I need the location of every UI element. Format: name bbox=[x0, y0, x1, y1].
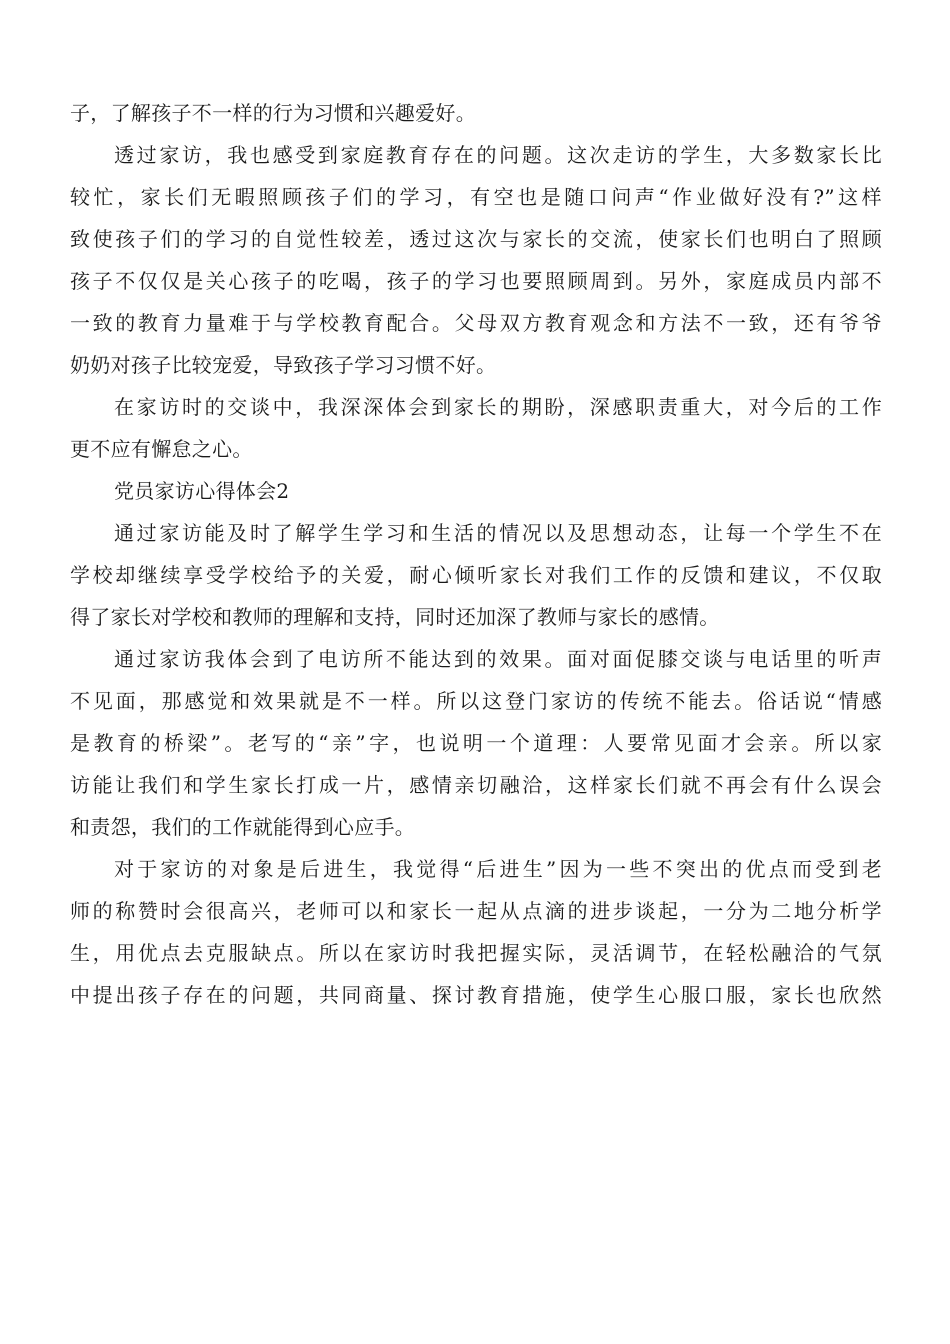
text-line: 较忙，家长们无暇照顾孩子们的学习，有空也是随口问声“作业做好没有?”这样 bbox=[70, 185, 882, 209]
text-line: 师的称赞时会很高兴，老师可以和家长一起从点滴的进步谈起，一分为二地分析学 bbox=[70, 899, 882, 923]
text-line: 致使孩子们的学习的自觉性较差，透过这次与家长的交流，使家长们也明白了照顾 bbox=[70, 227, 882, 251]
paragraph-first-line: 通过家访能及时了解学生学习和生活的情况以及思想动态，让每一个学生不在 bbox=[114, 521, 882, 545]
text-line: 中提出孩子存在的问题，共同商量、探讨教育措施，使学生心服口服，家长也欣然 bbox=[70, 983, 882, 1007]
paragraph-first-line: 在家访时的交谈中，我深深体会到家长的期盼，深感职责重大，对今后的工作 bbox=[114, 395, 882, 419]
text-line: 孩子不仅仅是关心孩子的吃喝，孩子的学习也要照顾周到。另外，家庭成员内部不 bbox=[70, 269, 882, 293]
text-line: 得了家长对学校和教师的理解和支持，同时还加深了教师与家长的感情。 bbox=[70, 605, 720, 629]
paragraph-first-line: 对于家访的对象是后进生，我觉得“后进生”因为一些不突出的优点而受到老 bbox=[114, 857, 882, 881]
document-page bbox=[70, 92, 882, 1016]
text-line: 和责怨，我们的工作就能得到心应手。 bbox=[70, 815, 416, 839]
paragraph-first-line: 通过家访我体会到了电访所不能达到的效果。面对面促膝交谈与电话里的听声 bbox=[114, 647, 882, 671]
text-line: 奶奶对孩子比较宠爱，导致孩子学习习惯不好。 bbox=[70, 353, 497, 377]
section-heading: 党员家访心得体会2 bbox=[114, 479, 290, 503]
text-line: 是教育的桥梁”。老写的“亲”字，也说明一个道理：人要常见面才会亲。所以家 bbox=[70, 731, 882, 755]
text-line: 一致的教育力量难于与学校教育配合。父母双方教育观念和方法不一致，还有爷爷 bbox=[70, 311, 882, 335]
text-line: 生，用优点去克服缺点。所以在家访时我把握实际，灵活调节，在轻松融洽的气氛 bbox=[70, 941, 882, 965]
text-line: 访能让我们和学生家长打成一片，感情亲切融洽，这样家长们就不再会有什么误会 bbox=[70, 773, 882, 797]
text-line: 不见面，那感觉和效果就是不一样。所以这登门家访的传统不能去。俗话说“情感 bbox=[70, 689, 882, 713]
paragraph-first-line: 透过家访，我也感受到家庭教育存在的问题。这次走访的学生，大多数家长比 bbox=[114, 143, 882, 167]
text-line: 学校却继续享受学校给予的关爱，耐心倾听家长对我们工作的反馈和建议，不仅取 bbox=[70, 563, 882, 587]
text-line: 更不应有懈怠之心。 bbox=[70, 437, 253, 461]
text-line: 子，了解孩子不一样的行为习惯和兴趣爱好。 bbox=[70, 101, 476, 125]
